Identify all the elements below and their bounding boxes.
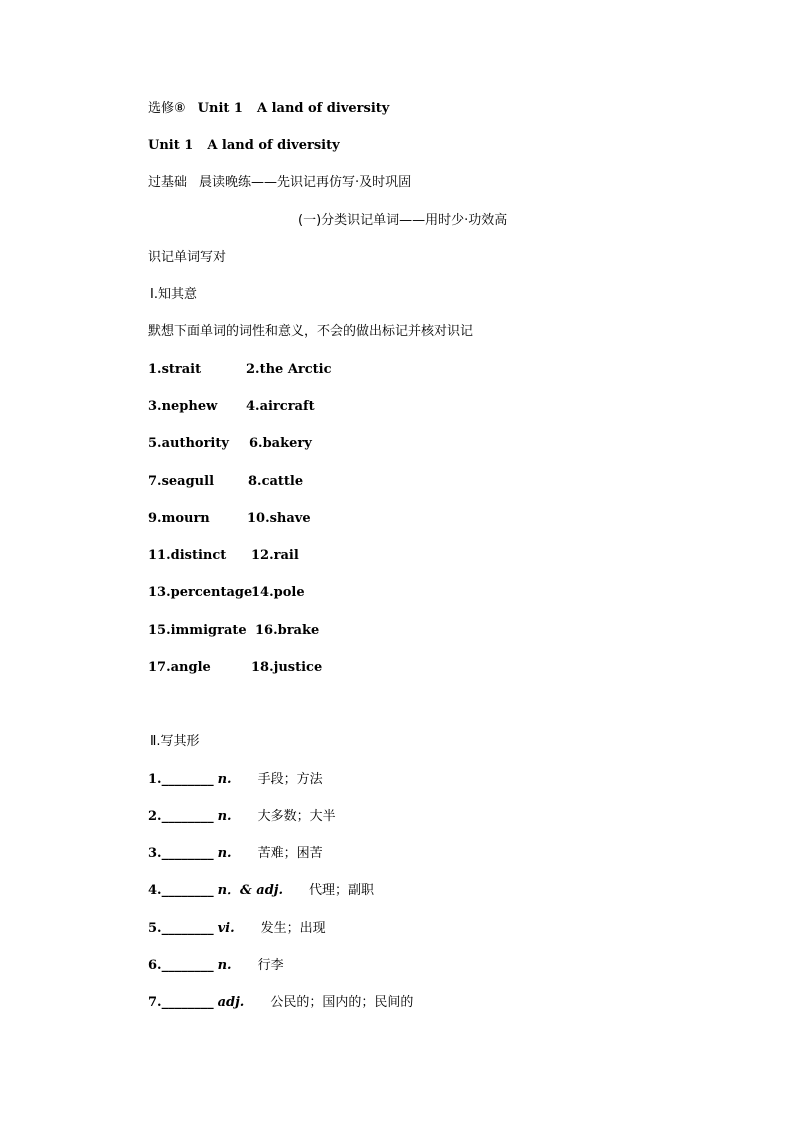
vocab-row xyxy=(148,398,315,416)
vocab-word: 5.authority xyxy=(148,436,229,451)
vocab-word: 18.justice xyxy=(251,660,323,675)
unit-title-2: A land of diversity xyxy=(207,138,340,153)
write-item xyxy=(148,882,374,900)
answer-blank[interactable]: ________ xyxy=(161,995,214,1010)
header-line-2 xyxy=(148,137,340,155)
part-of-speech: n．& adj. xyxy=(217,883,284,898)
part-of-speech: adj. xyxy=(217,995,245,1010)
part1-title: Ⅰ.知其意 xyxy=(150,287,197,302)
vocab-word: 11.distinct xyxy=(148,548,227,563)
write-item xyxy=(148,920,326,938)
meaning: 发生；出现 xyxy=(260,921,326,936)
answer-blank[interactable]: ________ xyxy=(161,883,214,898)
vocab-word: 3.nephew xyxy=(148,399,218,414)
meaning: 大多数；大半 xyxy=(257,809,336,824)
answer-blank[interactable]: ________ xyxy=(161,809,214,824)
section-label: 过基础 xyxy=(148,175,188,190)
meaning: 手段；方法 xyxy=(257,772,323,787)
item-number: 6. xyxy=(148,958,162,973)
part-of-speech: n. xyxy=(217,846,232,861)
vocab-word: 13.percentage xyxy=(148,585,253,600)
item-number: 4. xyxy=(148,883,162,898)
module-prefix: 选修⑧ xyxy=(148,101,186,116)
vocab-row xyxy=(148,659,323,677)
vocab-row xyxy=(148,473,304,491)
write-item xyxy=(148,845,323,863)
vocab-word: 10.shave xyxy=(247,511,311,526)
vocab-word: 7.seagull xyxy=(148,474,215,489)
vocab-row xyxy=(148,547,299,565)
subheading: 识记单词写对 xyxy=(148,250,227,265)
vocab-word: 15.immigrate xyxy=(148,623,247,638)
part-of-speech: n. xyxy=(217,809,232,824)
part-of-speech: vi. xyxy=(217,921,235,936)
part-of-speech: n. xyxy=(217,772,232,787)
unit-label: Unit 1 xyxy=(197,101,243,116)
vocab-row xyxy=(148,510,311,528)
vocab-word: 2.the Arctic xyxy=(246,362,332,377)
answer-blank[interactable]: ________ xyxy=(161,846,214,861)
instruction: 默想下面单词的词性和意义，不会的做出标记并核对识记 xyxy=(148,324,474,339)
vocab-word: 12.rail xyxy=(251,548,299,563)
unit-title: A land of diversity xyxy=(256,101,390,116)
vocab-word: 9.mourn xyxy=(148,511,210,526)
item-number: 1. xyxy=(148,772,162,787)
write-item xyxy=(148,771,323,789)
meaning: 苦难；困苦 xyxy=(257,846,323,861)
vocab-row xyxy=(148,584,305,602)
item-number: 2. xyxy=(148,809,162,824)
vocab-word: 4.aircraft xyxy=(246,399,315,414)
vocab-word: 16.brake xyxy=(255,623,320,638)
item-number: 5. xyxy=(148,921,162,936)
meaning: 行李 xyxy=(257,958,284,973)
vocab-word: 17.angle xyxy=(148,660,211,675)
vocab-word: 6.bakery xyxy=(249,436,312,451)
vocab-word: 1.strait xyxy=(148,362,202,377)
section-desc: 晨读晚练——先识记再仿写·及时巩固 xyxy=(199,175,412,190)
part-of-speech: n. xyxy=(217,958,232,973)
write-item xyxy=(148,808,336,826)
item-number: 7. xyxy=(148,995,162,1010)
answer-blank[interactable]: ________ xyxy=(161,958,214,973)
vocab-word: 14.pole xyxy=(251,585,305,600)
write-item xyxy=(148,957,284,975)
center-heading: (一)分类识记单词——用时少·功效高 xyxy=(298,213,508,228)
unit-label-2: Unit 1 xyxy=(148,138,194,153)
answer-blank[interactable]: ________ xyxy=(161,772,214,787)
section-line xyxy=(148,174,411,192)
header-line-1 xyxy=(148,100,389,118)
write-item xyxy=(148,994,413,1012)
meaning: 代理；副职 xyxy=(309,883,375,898)
vocab-row xyxy=(148,435,312,453)
meaning: 公民的；国内的；民间的 xyxy=(270,995,414,1010)
vocab-word: 8.cattle xyxy=(248,474,304,489)
item-number: 3. xyxy=(148,846,162,861)
vocab-row xyxy=(148,361,332,379)
part2-title: Ⅱ.写其形 xyxy=(150,734,200,749)
vocab-row xyxy=(148,622,320,640)
answer-blank[interactable]: ________ xyxy=(161,921,214,936)
